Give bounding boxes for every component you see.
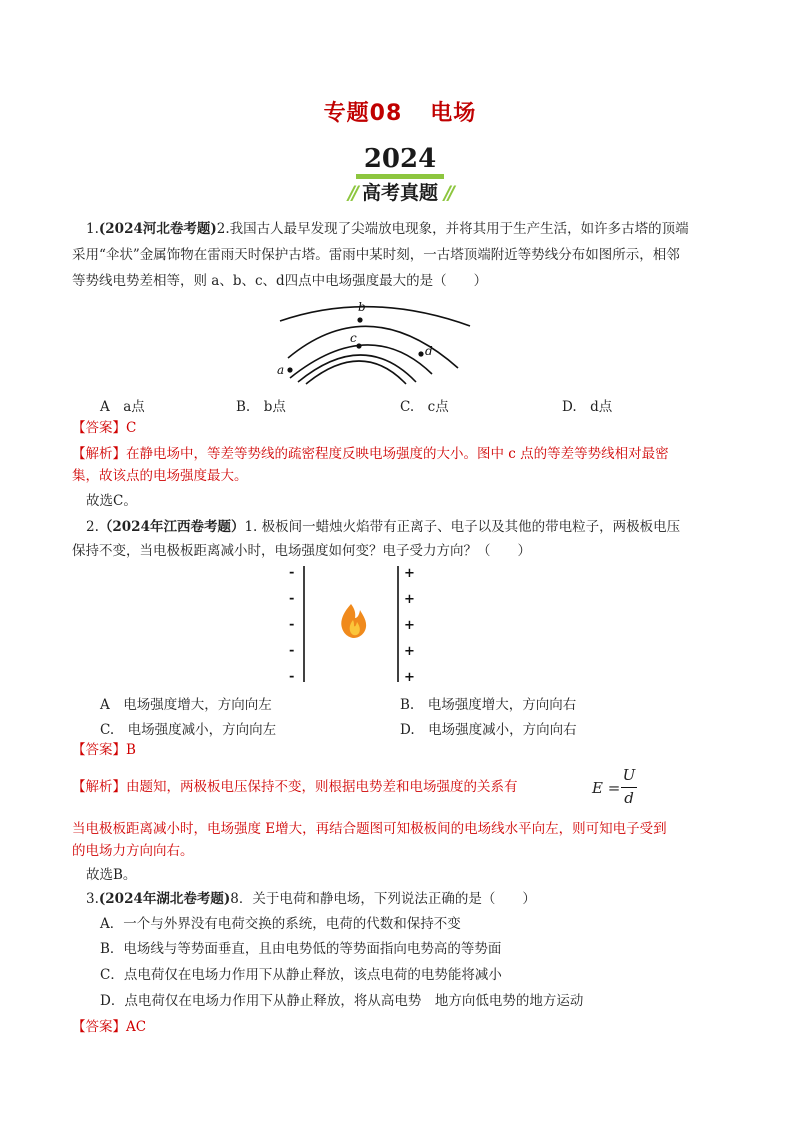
page-title <box>0 96 800 127</box>
banner-label: 高考真题 <box>361 182 438 204</box>
q1-analysis-line1: 【解析】在静电场中，等差等势线的疏密程度反映电场强度的大小。图中 c 点的等差等势线相对最密 <box>72 446 669 462</box>
equipotential-line <box>306 361 406 384</box>
q1-option-b: B. b点 <box>236 399 286 415</box>
q1-equipotential-figure <box>270 296 480 388</box>
plus-sign: + <box>404 592 415 607</box>
section-banner <box>0 180 800 206</box>
q2-line1 <box>86 514 736 540</box>
q3-line1 <box>86 886 736 912</box>
q3-option-c: C．点电荷仅在电场力作用下从静止释放，该点电荷的电势能将减小 <box>100 967 502 983</box>
q1-source: (2024河北卷考题) <box>98 221 217 237</box>
q2-plates-figure <box>284 562 434 686</box>
q1-option-a: A a点 <box>100 399 145 415</box>
point-c-marker <box>356 343 361 348</box>
point-a-marker <box>287 367 292 372</box>
q2-text-1: 1. 极板间一蜡烛火焰带有正离子、电子以及其他的带电粒子，两极板电压 <box>244 519 681 535</box>
minus-sign: - <box>289 565 295 580</box>
q3-answer: 【答案】AC <box>72 1019 147 1035</box>
formula-denominator: d <box>624 789 634 807</box>
plus-sign: + <box>404 670 415 685</box>
label-c: c <box>350 331 357 345</box>
q3-source: (2024年湖北卷考题) <box>98 891 231 907</box>
q1-line3: 等势线电势差相等，则 a、b、c、d四点中电场强度最大的是（ ） <box>72 273 488 289</box>
label-d: d <box>425 344 433 358</box>
plus-sign: + <box>404 644 415 659</box>
banner-stripe-right: // <box>444 182 452 204</box>
point-d-marker <box>418 351 423 356</box>
q2-source: （2024年江西卷考题） <box>98 519 245 535</box>
q2-analysis-line2: 当电极板距离减小时，电场强度 E增大，再结合题图可知极板间的电场线水平向左，则可知电子受到 <box>72 821 667 837</box>
q2-option-a: A 电场强度增大，方向向左 <box>100 697 272 713</box>
label-a: a <box>277 363 285 377</box>
q1-text-1: 2.我国古人最早发现了尖端放电现象，并将其用于生产生活，如许多古塔的顶端 <box>216 221 689 237</box>
minus-sign: - <box>289 591 295 606</box>
formula-fraction-bar <box>621 787 637 788</box>
formula-lhs: E = <box>592 779 621 797</box>
topic-subject: 电场 <box>430 101 477 126</box>
year-heading <box>0 144 800 179</box>
q3-option-d: D．点电荷仅在电场力作用下从静止释放，将从高电势 地方向低电势的地方运动 <box>100 993 584 1009</box>
q1-conclusion: 故选C。 <box>86 493 137 509</box>
formula-numerator: U <box>622 766 636 784</box>
banner-stripe-left: // <box>348 182 356 204</box>
q1-line1 <box>86 216 736 242</box>
q2-answer: 【答案】B <box>72 742 136 758</box>
q2-option-d: D. 电场强度减小，方向向右 <box>400 722 577 738</box>
equipotential-line <box>298 355 416 382</box>
label-b: b <box>358 300 366 314</box>
q2-option-b: B. 电场强度增大，方向向右 <box>400 697 577 713</box>
q1-analysis-line2: 集，故该点的电场强度最大。 <box>72 468 248 484</box>
year-label: 2024 <box>356 144 444 179</box>
q1-option-c: C. c点 <box>400 399 449 415</box>
minus-sign: - <box>289 669 295 684</box>
q2-number: 2. <box>86 519 99 535</box>
point-b-marker <box>357 317 362 322</box>
q2-analysis-line1: 【解析】由题知，两极板电压保持不变，则根据电势差和电场强度的关系有 <box>72 779 518 795</box>
topic-number: 专题08 <box>323 101 403 126</box>
flame-icon <box>341 604 366 638</box>
q1-number: 1. <box>86 221 99 237</box>
plus-sign: + <box>404 566 415 581</box>
q1-line2: 采用“伞状”金属饰物在雷雨天时保护古塔。雷雨中某时刻，一古塔顶端附近等势线分布如图所示，相邻 <box>72 247 680 263</box>
plus-sign: + <box>404 618 415 633</box>
q3-number: 3. <box>86 891 99 907</box>
minus-sign: - <box>289 617 295 632</box>
q3-option-b: B．电场线与等势面垂直，且由电势低的等势面指向电势高的等势面 <box>100 941 502 957</box>
q1-answer: 【答案】C <box>72 420 137 436</box>
q2-conclusion: 故选B。 <box>86 867 137 883</box>
q1-option-d: D. d点 <box>562 399 613 415</box>
q2-line2: 保持不变，当电极板距离减小时，电场强度如何变？电子受力方向？（ ） <box>72 543 531 559</box>
q3-option-a: A．一个与外界没有电荷交换的系统，电荷的代数和保持不变 <box>100 916 461 932</box>
minus-sign: - <box>289 643 295 658</box>
q2-analysis-line3: 的电场力方向向右。 <box>72 843 194 859</box>
q3-text-1: 8．关于电荷和静电场，下列说法正确的是（ ） <box>230 891 536 907</box>
q2-option-c: C. 电场强度减小，方向向左 <box>100 722 277 738</box>
equipotential-line <box>280 307 470 326</box>
